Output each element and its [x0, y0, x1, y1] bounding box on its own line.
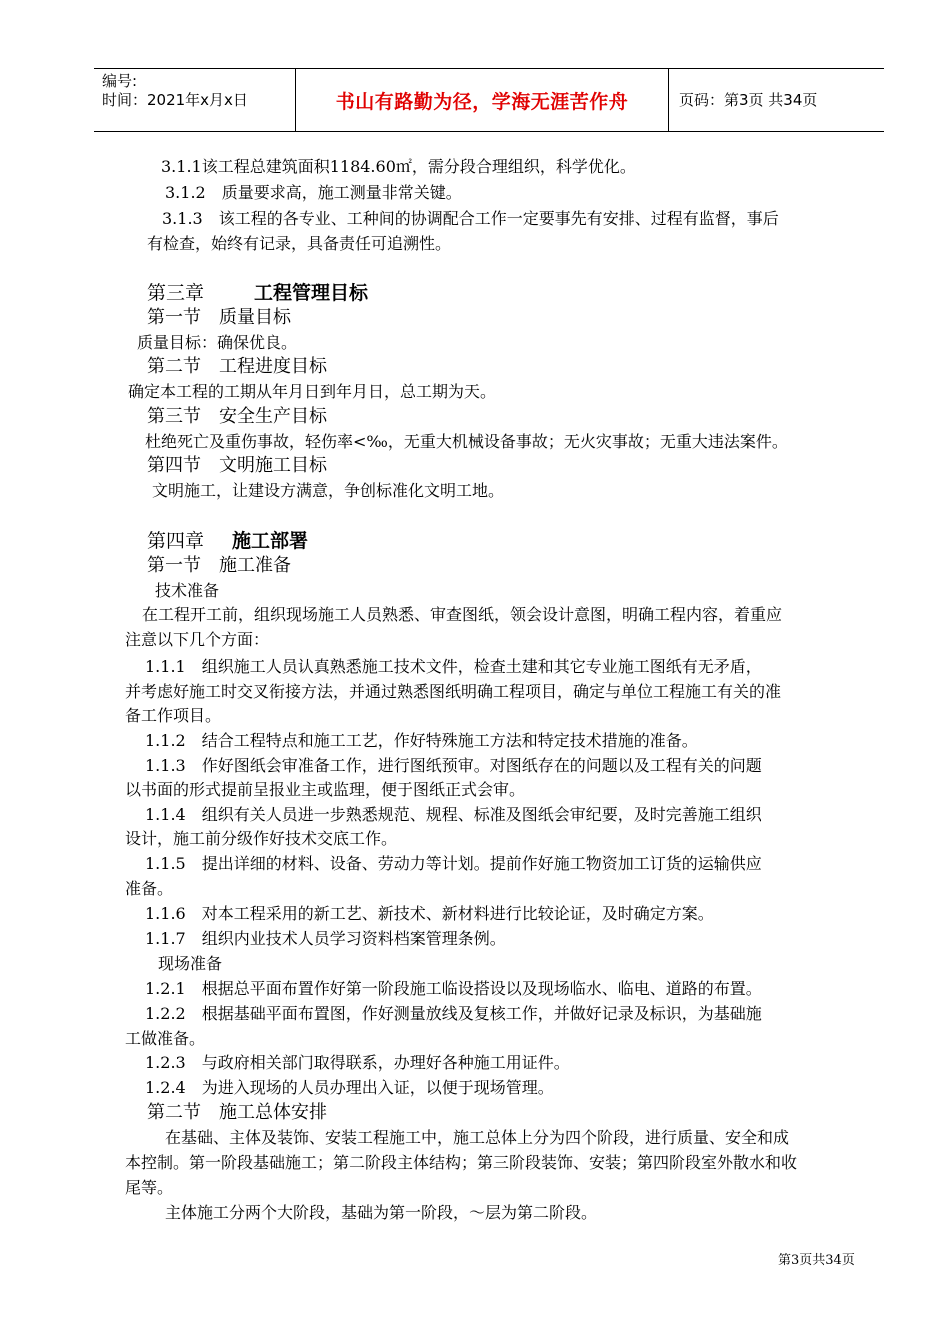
body-line: 文明施工，让建设方满意，争创标准化文明工地。: [152, 481, 505, 500]
body-line: 1.2.1 根据总平面布置作好第一阶段施工临设搭设以及现场临水、临电、道路的布置。: [145, 979, 762, 998]
section-heading: 第二节 工程进度目标: [147, 356, 327, 377]
body-line: 以书面的形式提前呈报业主或监理，便于图纸正式会审。: [125, 780, 526, 799]
header-center-cell: [296, 69, 669, 131]
body-line: 本控制。第一阶段基础施工；第二阶段主体结构；第三阶段装饰、安装；第四阶段室外散水和收: [125, 1153, 798, 1172]
body-line: 1.1.7 组织内业技术人员学习资料档案管理条例。: [145, 929, 506, 948]
chapter-title-text: 工程管理目标: [254, 282, 369, 304]
chapter-number: 第四章: [147, 530, 205, 552]
body-line: 3.1.1该工程总建筑面积1184.60㎡，需分段合理组织，科学优化。: [161, 157, 636, 176]
chapter-number: 第三章: [147, 282, 205, 304]
serial-number-label: 编号:: [102, 72, 138, 90]
subheading: 技术准备: [155, 581, 220, 600]
body-line: 1.2.4 为进入现场的人员办理出入证，以便于现场管理。: [145, 1078, 554, 1097]
body-line: 1.2.2 根据基础平面布置图，作好测量放线及复核工作，并做好记录及标识，为基础施: [145, 1004, 762, 1023]
body-line: 有检查，始终有记录，具备责任可追溯性。: [147, 234, 452, 253]
chapter-title: [254, 283, 368, 303]
section-heading: 第一节 施工准备: [147, 555, 291, 576]
page-footer: 第3页共34页: [778, 1253, 855, 1268]
section-heading: 第四节 文明施工目标: [147, 455, 327, 476]
document-header: [94, 68, 884, 132]
body-line: 备工作项目。: [125, 706, 222, 725]
body-line: 在工程开工前，组织现场施工人员熟悉、审查图纸，领会设计意图，明确工程内容，着重应: [142, 605, 783, 624]
body-line: 杜绝死亡及重伤事故，轻伤率<‰，无重大机械设备事故；无火灾事故；无重大违法案件。: [145, 432, 788, 451]
body-line: 1.1.1 组织施工人员认真熟悉施工技术文件，检查土建和其它专业施工图纸有无矛盾，: [145, 657, 762, 676]
body-line: 1.1.2 结合工程特点和施工工艺，作好特殊施工方法和特定技术措施的准备。: [145, 731, 698, 750]
subheading: 现场准备: [158, 954, 223, 973]
section-heading: 第二节 施工总体安排: [147, 1102, 327, 1123]
body-line: 尾等。: [125, 1178, 174, 1197]
header-page-info: 页码：第3页 共34页: [679, 91, 818, 109]
body-line: 1.1.3 作好图纸会审准备工作，进行图纸预审。对图纸存在的问题以及工程有关的问题: [145, 756, 762, 775]
time-label: 时间：2021年x月x日: [102, 91, 248, 109]
body-line: 设计，施工前分级作好技术交底工作。: [125, 829, 398, 848]
body-line: 主体施工分两个大阶段，基础为第一阶段，～层为第二阶段。: [165, 1203, 598, 1222]
body-line: 确定本工程的工期从年月日到年月日，总工期为天。: [128, 382, 497, 401]
body-line: 注意以下几个方面：: [125, 630, 270, 649]
body-line: 质量目标：确保优良。: [137, 333, 298, 352]
body-line: 3.1.3 该工程的各专业、工种间的协调配合工作一定要事先有安排、过程有监督，事后: [162, 209, 779, 228]
body-line: 并考虑好施工时交叉衔接方法，并通过熟悉图纸明确工程项目，确定与单位工程施工有关的准: [125, 682, 782, 701]
section-heading: 第三节 安全生产目标: [147, 406, 327, 427]
body-line: 准备。: [125, 879, 174, 898]
header-motto: 书山有路勤为径，学海无涯苦作舟: [335, 91, 629, 113]
body-line: 1.1.6 对本工程采用的新工艺、新技术、新材料进行比较论证，及时确定方案。: [145, 904, 714, 923]
body-line: 1.1.5 提出详细的材料、设备、劳动力等计划。提前作好施工物资加工订货的运输供应: [145, 854, 762, 873]
body-line: 1.1.4 组织有关人员进一步熟悉规范、规程、标准及图纸会审纪要，及时完善施工组织: [145, 805, 762, 824]
chapter-title: [232, 531, 308, 551]
header-right-cell: [669, 69, 884, 131]
body-line: 工做准备。: [125, 1029, 206, 1048]
body-line: 1.2.3 与政府相关部门取得联系，办理好各种施工用证件。: [145, 1053, 570, 1072]
header-left-cell: [94, 69, 296, 131]
section-heading: 第一节 质量目标: [147, 307, 291, 328]
body-line: 在基础、主体及装饰、安装工程施工中，施工总体上分为四个阶段，进行质量、安全和成: [165, 1128, 790, 1147]
body-line: 3.1.2 质量要求高，施工测量非常关键。: [165, 183, 462, 202]
chapter-title-text: 施工部署: [232, 530, 309, 552]
